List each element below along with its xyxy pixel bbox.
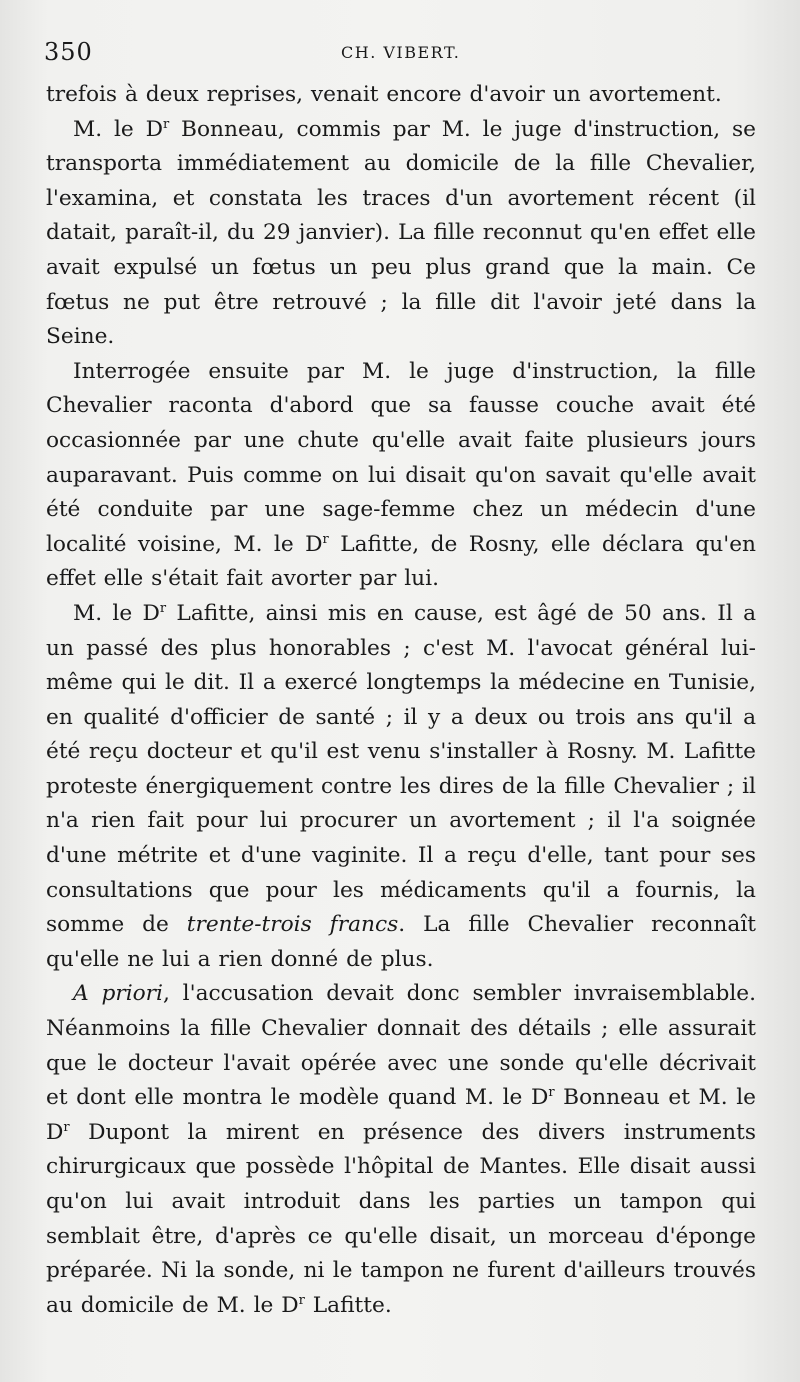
superscript: r <box>159 600 167 616</box>
italic-text: A priori <box>73 981 163 1007</box>
paragraph <box>46 113 756 355</box>
paragraph <box>46 78 756 113</box>
superscript: r <box>63 1119 70 1135</box>
paragraph <box>46 977 756 1323</box>
text-run: Dupont la mirent en présence des divers instruments chirurgicaux que possède l'hôpital de Mantes. Elle disait aussi qu'on lui avait introduit dans les parties un tampon qui semblait être, d'après ce qu'elle disait, un morceau d'éponge préparée. Ni la sonde, ni le tampon ne furent d'ailleurs trouvés au domicile de M. le D <box>46 1119 756 1318</box>
text-run: Lafitte. <box>304 1292 392 1318</box>
superscript: r <box>322 531 329 547</box>
superscript: r <box>298 1292 305 1308</box>
body-text <box>46 78 756 1323</box>
text-run: , l'accusation devait donc sembler invraisemblable. Néanmoins la fille Chevalier donnait des détails ; elle assurait que le docteur l'avait opérée avec une sonde qu'elle décrivait et dont elle montra le modèle quand M. le D <box>46 981 756 1111</box>
page-number: 350 <box>44 38 93 66</box>
paragraph <box>46 597 756 978</box>
italic-text: trente-trois francs <box>186 912 399 938</box>
text-run: Interrogée ensuite par M. le juge d'instruction, la fille Chevalier raconta d'abord que sa fausse couche avait été occasionnée par une chute qu'elle avait faite plusieurs jours auparavant. Puis comme on lui disait qu'on savait qu'elle avait été conduite par une sage-femme chez un médecin d'une localité voisine, M. le D <box>46 358 756 557</box>
text-run: . La fille Chevalier reconnaît qu'elle ne lui a rien donné de plus. <box>46 912 756 972</box>
text-run: M. le D <box>73 116 163 142</box>
text-run: M. le D <box>73 600 160 626</box>
paragraph <box>46 355 756 597</box>
superscript: r <box>162 116 170 132</box>
text-run: trefois à deux reprises, venait encore d'avoir un avortement. <box>46 82 722 107</box>
running-head: CH. VIBERT. <box>341 43 461 62</box>
text-run: Bonneau et M. le D <box>46 1085 756 1145</box>
text-run: Lafitte, de Rosny, elle déclara qu'en effet elle s'était fait avorter par lui. <box>46 531 756 592</box>
text-run: Bonneau, commis par M. le juge d'instruction, se transporta immédiatement au domicile de la fille Chevalier, l'examina, et constata les traces d'un avortement récent (il datait, paraît-il, du 29 janvier). La fille reconnut qu'en effet elle avait expulsé un fœtus un peu plus grand que la main. Ce fœtus ne put être retrouvé ; la fille dit l'avoir jeté dans la Seine. <box>46 116 757 350</box>
text-run: Lafitte, ainsi mis en cause, est âgé de 50 ans. Il a un passé des plus honorables ; c'est M. l'avocat général lui-même qui le dit. Il a exercé longtemps la médecine en Tunisie, en qualité d'officier de santé ; il y a deux ou trois ans qu'il a été reçu docteur et qu'il est venu s'installer à Rosny. M. Lafitte proteste énergiquement contre les dires de la fille Chevalier ; il n'a rien fait pour lui procurer un avortement ; il l'a soignée d'une métrite et d'une vaginite. Il a reçu d'elle, tant pour ses consultations que pour les médicaments qu'il a fournis, la somme de <box>46 600 757 938</box>
superscript: r <box>548 1085 555 1101</box>
page-header <box>44 38 760 68</box>
